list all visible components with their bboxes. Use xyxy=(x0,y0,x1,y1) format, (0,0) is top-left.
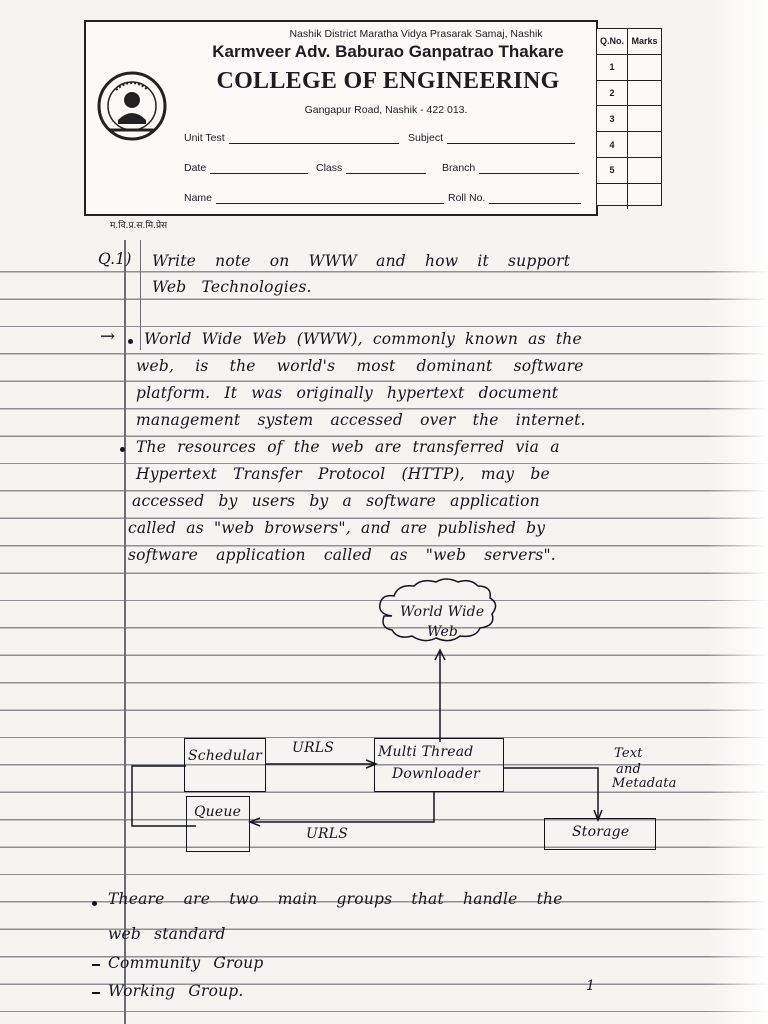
date-label: Date xyxy=(184,162,207,174)
group-item: Community Group xyxy=(108,954,264,972)
scheduler-label: Schedular xyxy=(188,748,263,764)
urls-label-top: URLS xyxy=(292,740,335,756)
roll-no-label: Roll No. xyxy=(448,192,486,204)
cloud-label: Web xyxy=(427,624,459,640)
qno-cell: 4 xyxy=(597,132,628,157)
question-label: Q.1) xyxy=(98,250,132,268)
downloader-to-storage xyxy=(504,768,598,818)
group-item: Working Group. xyxy=(108,982,244,1000)
answer-line: The resources of the web are transferred via a xyxy=(136,438,560,456)
society-name: Nashik District Maratha Vidya Prasarak Samaj, Nashik xyxy=(289,28,543,40)
marks-header: Marks xyxy=(631,36,658,47)
class-label: Class xyxy=(316,162,343,174)
text-metadata-label: Metadata xyxy=(612,776,677,791)
question-line-2: Web Technologies. xyxy=(152,278,312,296)
subject-label: Subject xyxy=(408,132,444,144)
college-type: COLLEGE OF ENGINEERING xyxy=(216,68,560,94)
page-number: 1 xyxy=(586,978,596,994)
answer-line: accessed by users by a software application xyxy=(132,492,540,510)
answer-line: Hypertext Transfer Protocol (HTTP), may be xyxy=(136,465,550,483)
text-metadata-label: and xyxy=(616,762,642,777)
answer-line: called as "web browsers", and are published by xyxy=(128,519,546,537)
downloader-label: Downloader xyxy=(392,766,480,782)
bullet-icon xyxy=(92,901,97,906)
qno-cell: 5 xyxy=(597,158,628,183)
answer-line: platform. It was originally hypertext document xyxy=(136,384,559,402)
urls-label-bottom: URLS xyxy=(306,826,349,842)
conclusion-line: web standard xyxy=(108,925,226,943)
branch-label: Branch xyxy=(442,162,476,174)
answer-line: software application called as "web servers". xyxy=(128,546,556,564)
college-name: Karmveer Adv. Baburao Ganpatrao Thakare xyxy=(212,42,564,61)
dash-icon xyxy=(92,964,100,966)
arrow-icon: → xyxy=(100,326,116,347)
queue-label: Queue xyxy=(194,804,242,820)
dash-icon xyxy=(92,992,100,994)
unit-test-label: Unit Test xyxy=(184,132,225,144)
qno-cell: 3 xyxy=(597,106,628,131)
text-metadata-label: Text xyxy=(614,746,643,761)
press-mark: म.वि.प्र.स.मि.प्रेस xyxy=(110,221,168,231)
name-label: Name xyxy=(184,192,213,204)
qno-header: Q.No. xyxy=(597,29,628,54)
downloader-label: Multi Thread xyxy=(378,744,474,760)
downloader-to-queue xyxy=(252,792,434,822)
conclusion-line: Theare are two main groups that handle the xyxy=(108,890,563,908)
storage-label: Storage xyxy=(572,824,630,840)
question-line-1: Write note on WWW and how it support xyxy=(152,252,571,270)
scheduler-box xyxy=(184,738,266,792)
answer-line: web, is the world's most dominant software xyxy=(136,357,584,375)
cloud-label: World Wide xyxy=(400,604,485,620)
qno-cell: 2 xyxy=(597,81,628,106)
college-address: Gangapur Road, Nashik - 422 013. xyxy=(304,104,468,116)
qno-cell: 1 xyxy=(597,55,628,80)
answer-line: management system accessed over the internet. xyxy=(136,411,586,429)
answer-line: World Wide Web (WWW), commonly known as the xyxy=(144,330,582,348)
